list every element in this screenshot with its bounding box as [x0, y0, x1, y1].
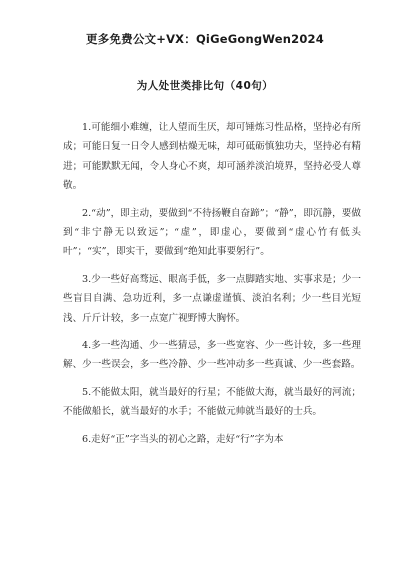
- paragraph-3: 3.少一些好高骛远、眼高手低，多一点脚踏实地、实事求是；少一些盲目自满、急功近利，多一点谦虚谨慎、淡泊名利；少一些目光短浅、斤斤计较，多一点宽广视野博大胸怀。: [63, 273, 361, 324]
- document-title: 为人处世类排比句（40句）: [136, 80, 274, 92]
- promo-header: 更多免费公文+VX：QiGeGongWen2024: [86, 32, 324, 46]
- paragraph-1: 1.可能细小难缠，让人望而生厌，却可锤炼习性品格，坚持必有所成；可能日复一日令人感到枯燥无味，却可砥砺慎独功夫，坚持必有精进；可能默默无闻，令人身心不爽，却可涵养淡泊境界，坚持必受人尊敬。: [63, 122, 361, 192]
- paragraph-2: 2.“动”，即主动，要做到“不待扬鞭自奋蹄”；“静”，即沉静，要做到“非宁静无以致远”；“虚”，即虚心，要做到“虚心竹有低头叶”；“实”，即实干，要做到“绝知此事要躬行”。: [63, 207, 361, 258]
- paragraph-5: 5.不能做太阳，就当最好的行星；不能做大海，就当最好的河流；不能做船长，就当最好的水手；不能做元帅就当最好的士兵。: [63, 386, 361, 418]
- paragraph-6: 6.走好“正”字当头的初心之路，走好“行”字为本: [82, 433, 284, 445]
- document-body: [63, 118, 361, 457]
- paragraph-4: 4.多一些沟通、少一些猜忌，多一些宽容、少一些计较，多一些理解、少一些误会，多一些冷静、少一些冲动多一些真诚、少一些套路。: [63, 340, 361, 371]
